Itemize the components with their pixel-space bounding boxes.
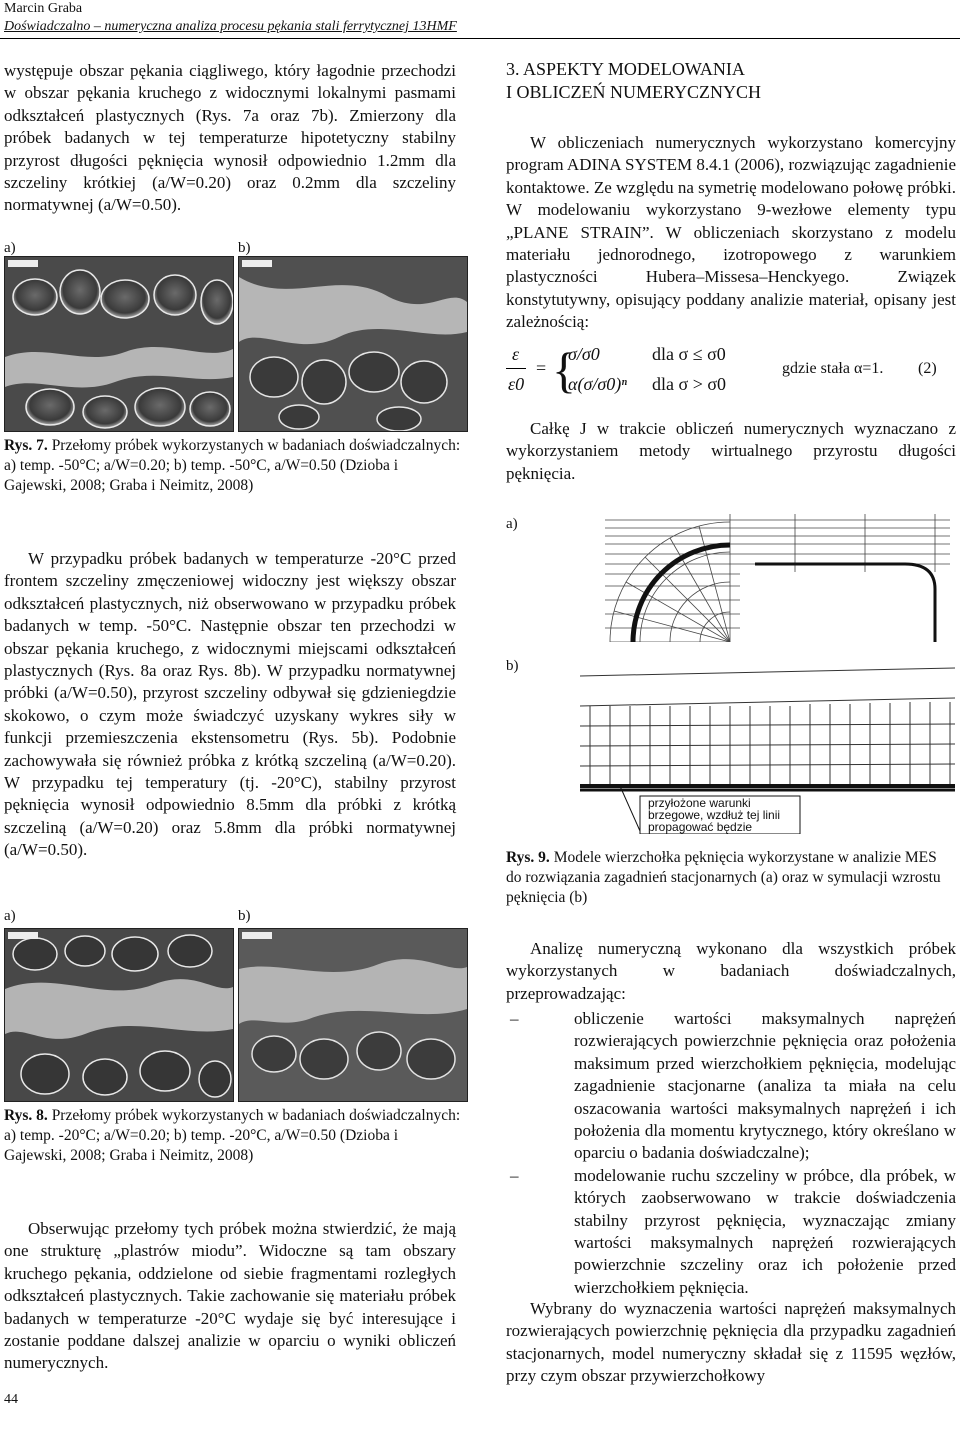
right-paragraph-2: Całkę J w trakcie obliczeń numerycznych wyznaczano z wykorzystaniem metody wirtualnego przyrostu długości pęknięcia. [506, 419, 956, 483]
eq-row1-cond: dla σ ≤ σ0 [652, 344, 726, 364]
running-header-author: Marcin Graba [4, 1, 83, 16]
list-item-text: obliczenie wartości maksymalnych naprężeń rozwierających powierzchnie pęknięcia oraz położenia maksimum przed wierzchołkiem pęknięcia, modelując zagadnienie stacjonarne (analiza ta miała na celu oszacowania wartości maksymalnych naprężeń i ich położenia dla momentu krytycznego, który określano w oparciu o badania doświadczalne); [574, 1009, 956, 1163]
fig7-label-a: a) [4, 240, 16, 256]
fig9a-mesh-diagram [605, 514, 950, 642]
section-heading-line2: I OBLICZEŃ NUMERYCZNYCH [506, 82, 761, 102]
header-rule [0, 38, 960, 39]
fig7b-fractograph-image [238, 256, 468, 432]
analysis-list [506, 1008, 956, 1299]
fig9b-annotation-box [648, 797, 780, 833]
eq-fraction-bar [506, 368, 526, 369]
fig8-label-a: a) [4, 908, 16, 924]
left-paragraph-3: Obserwując przełomy tych próbek można stwierdzić, że mają one strukturę „plastrów miodu”. Widoczne są tam obszary kruchego pękania, oddzielone od siebie fragmentami rozległych odkształceń plastycznych. Takie zachowanie się materiału próbek badanych w temperaturze -20°C wydaje się być interesujące i zostanie poddane dalszej analizie w oparciu o wyniki obliczeń numerycznych. [4, 1219, 456, 1373]
running-header-title: Doświadczalno – numeryczna analiza procesu pękania stali ferrytycznej 13HMF [4, 19, 457, 34]
fig9b-annotation-line3: propagować będzie [648, 820, 753, 834]
equation-2 [506, 344, 956, 408]
fig9-caption-number: Rys. 9. [506, 849, 550, 866]
fig7-caption-number: Rys. 7. [4, 437, 48, 454]
fig7-label-b: b) [238, 240, 251, 256]
page-number: 44 [4, 1392, 18, 1407]
left-paragraph-2: W przypadku próbek badanych w temperaturze -20°C przed frontem szczeliny zmęczeniowej widoczny jest większy obszar odkształceń plastycznych, niż obserwowano w przypadku próbek badanych w temp. -50°C. Następnie obszar ten przechodzi w obszar pękania kruchego, z widocznymi miejscami odkształceń plastycznych (Rys. 8a oraz Rys. 8b). W przypadku normatywnej próbki (a/W=0.50), przyrost szczeliny odbywał się gdzieniegdzie skokowo, o czym może świadczyć uzyskany wykres siły w funkcji przemieszczenia ekstensometru (Rys. 5b). Podobnie zachowywała się również próbka z krótką szczeliną (a/W=0.20). W przypadku tej temperatury (tj. -20°C), stabilny przyrost pęknięcia wynosił odpowiednio 8.5mm dla próbki z krótką szczeliną (a/W=0.20) oraz 5.8mm dla próbki normatywnej (a/W=0.50). [4, 549, 456, 860]
eq-lhs-denominator: ε0 [508, 374, 525, 394]
fig7-caption-text: Przełomy próbek wykorzystanych w badaniach doświadczalnych: a) temp. -50°C; a/W=0.20; b) temp. -50°C, a/W=0.50 (Dzioba i Gajewski, 2008; Graba i Neimitz, 2008) [4, 437, 461, 494]
list-dash: – [510, 1009, 519, 1028]
eq-brace: { [552, 342, 576, 398]
list-dash: – [510, 1165, 519, 1185]
fig9b-annotation-line2: brzegowe, wzdłuż tej linii [648, 808, 781, 822]
list-item-text: modelowanie ruchu szczeliny w próbce, dla próbek, w których zaobserwowano w trakcie doświadczenia stabilny przyrost pęknięcia, wyznaczając zmiany wartości maksymalnych naprężeń rozwierających powierzchnie szczeliny oraz ich położenie przed wierzchołkiem pęknięcia. [574, 1165, 956, 1297]
list-item [506, 1008, 956, 1165]
eq-equals: = [536, 358, 547, 378]
right-paragraph-1: W obliczeniach numerycznych wykorzystano komercyjny program ADINA SYSTEM 8.4.1 (2006), rozwiązując zagadnienie kontaktowe. Ze względu na symetrię modelowano połowę próbki. W modelowaniu wykorzystano 9-wezłowe elementy typu „PLANE STRAIN”. W obliczeniach skorzystano z modelu materiału jednorodnego, izotropowego z warunkiem plastyczności Hubera–Missesa–Henckyego. Związek konstytutywny, opisujący poddany analizie materiał, opisany jest zależnością: [506, 133, 956, 332]
fig7a-fractograph-image [4, 256, 234, 432]
fig9-caption-text: Modele wierzchołka pęknięcia wykorzystane w analizie MES do rozwiązania zagadnień stacjonarnych (a) oraz w symulacji wzrostu pęknięcia (b) [506, 849, 941, 906]
right-paragraph-4: Wybrany do wyznaczenia wartości naprężeń maksymalnych rozwierających powierzchnię pęknięcia dla przypadku zagadnień stacjonarnych, model numeryczny składał się z 11595 węzłów, przy czym obszar przywierzchołkowy [506, 1299, 956, 1386]
eq-number: (2) [918, 360, 937, 377]
fig8b-fractograph-image [238, 928, 468, 1102]
fig9-label-a: a) [506, 516, 518, 532]
fig9b-mesh-diagram [580, 666, 955, 834]
fig9b-annotation-line1: przyłożone warunki [648, 796, 751, 810]
right-paragraph-3: Analizę numeryczną wykonano dla wszystkich próbek wykorzystanych w badaniach doświadczalnych, przeprowadzając: [506, 939, 956, 1003]
fig8-caption-text: Przełomy próbek wykorzystanych w badaniach doświadczalnych: a) temp. -20°C; a/W=0.20; b) temp. -20°C, a/W=0.50 (Dzioba i Gajewski, 2008; Graba i Neimitz, 2008) [4, 1107, 461, 1164]
section-heading-line1: 3. ASPEKTY MODELOWANIA [506, 59, 745, 79]
list-item [506, 1165, 956, 1299]
fig8-caption [4, 1106, 464, 1166]
fig8-caption-number: Rys. 8. [4, 1107, 48, 1124]
eq-row2-cond: dla σ > σ0 [652, 374, 727, 394]
fig8a-fractograph-image [4, 928, 234, 1102]
fig7-caption [4, 436, 464, 496]
fig9-caption [506, 848, 956, 908]
eq-row2-expr: α(σ/σ0)ⁿ [568, 374, 627, 394]
eq-note: gdzie stała α=1. [782, 360, 884, 377]
eq-row1-expr: σ/σ0 [568, 344, 600, 364]
fig9-label-b: b) [506, 658, 519, 674]
eq-lhs-numerator: ε [512, 344, 520, 364]
fig8-label-b: b) [238, 908, 251, 924]
left-paragraph-1: występuje obszar pękania ciągliwego, który łagodnie przechodzi w obszar pękania kruchego z widocznymi lokalnymi pasmami odkształceń plastycznych (Rys. 7a oraz 7b). Zmierzony dla próbek badanych w tej temperaturze hipotetyczny stabilny przyrost długości pęknięcia wynosił odpowiednio 1.2mm dla szczeliny krótkiej (a/W=0.20) oraz 0.2mm dla szczeliny normatywnej (a/W=0.50). [4, 61, 456, 215]
